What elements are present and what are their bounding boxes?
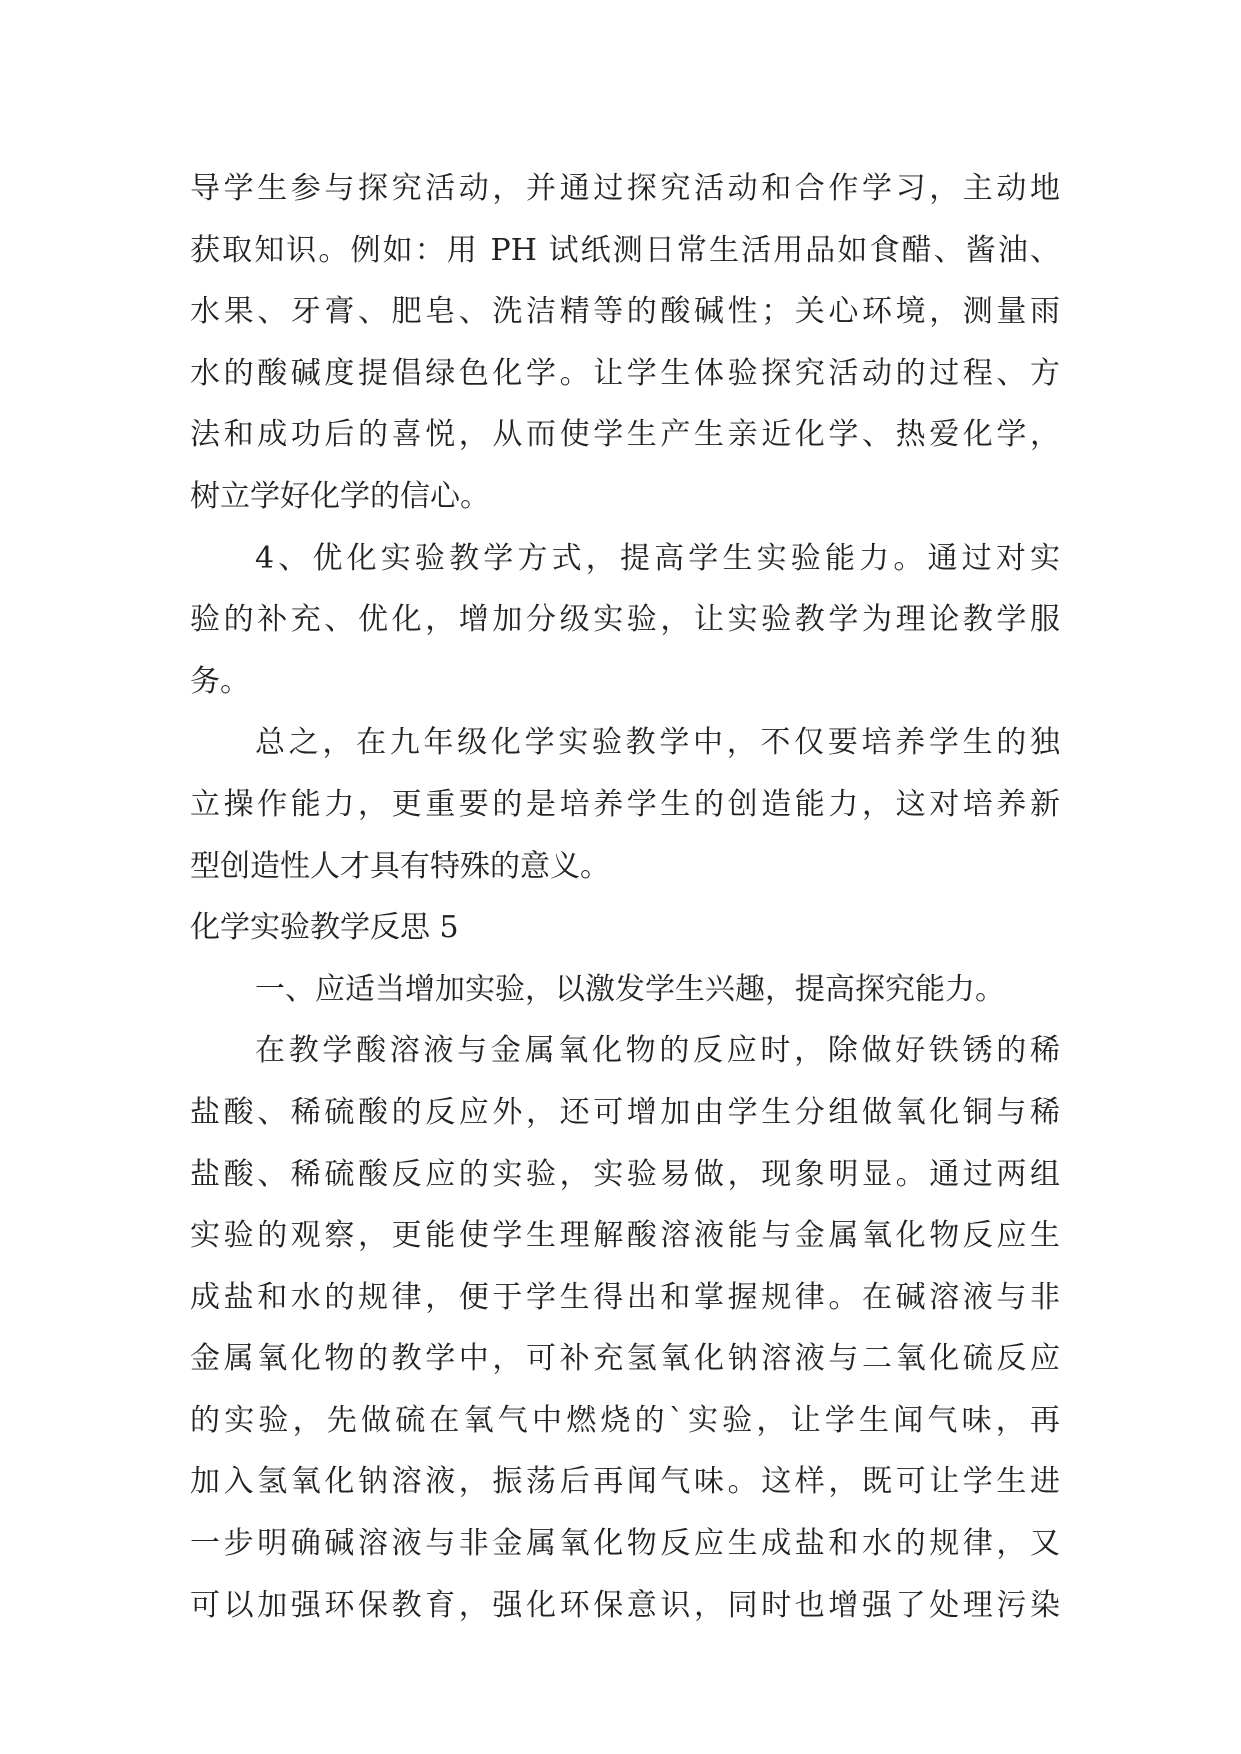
text-line: 务。: [190, 663, 250, 699]
text-line: 型创造性人才具有特殊的意义。: [190, 848, 610, 884]
text-line: 盐酸、稀硫酸反应的实验，实验易做，现象明显。通过两组: [190, 1156, 1060, 1192]
text-line: 成盐和水的规律，便于学生得出和掌握规律。在碱溶液与非: [190, 1279, 1060, 1315]
body-text: [190, 158, 1060, 1636]
paragraph-first-line: 在教学酸溶液与金属氧化物的反应时，除做好铁锈的稀: [255, 1033, 1060, 1069]
text-line: 水果、牙膏、肥皂、洗洁精等的酸碱性；关心环境，测量雨: [190, 294, 1060, 330]
text-line: 验的补充、优化，增加分级实验，让实验教学为理论教学服: [190, 602, 1060, 638]
text-line: 法和成功后的喜悦，从而使学生产生亲近化学、热爱化学，: [190, 417, 1060, 453]
text-line: 导学生参与探究活动，并通过探究活动和合作学习，主动地: [190, 171, 1060, 206]
text-line: 的实验，先做硫在氧气中燃烧的`实验，让学生闻气味，再: [190, 1402, 1060, 1438]
text-line: 树立学好化学的信心。: [190, 478, 490, 514]
text-line: 水的酸碱度提倡绿色化学。让学生体验探究活动的过程、方: [190, 355, 1060, 391]
text-line: 盐酸、稀硫酸的反应外，还可增加由学生分组做氧化铜与稀: [190, 1094, 1060, 1130]
section-heading: 化学实验教学反思 5: [190, 910, 459, 946]
paragraph-first-line: 总之，在九年级化学实验教学中，不仅要培养学生的独: [255, 725, 1060, 761]
text-line: 一步明确碱溶液与非金属氧化物反应生成盐和水的规律，又: [190, 1526, 1060, 1562]
text-line: 实验的观察，更能使学生理解酸溶液能与金属氧化物反应生: [190, 1218, 1060, 1254]
paragraph-first-line: 4、优化实验教学方式，提高学生实验能力。通过对实: [255, 540, 1060, 576]
text-line: 立操作能力，更重要的是培养学生的创造能力，这对培养新: [190, 786, 1060, 822]
text-line: 可以加强环保教育，强化环保意识，同时也增强了处理污染: [190, 1587, 1060, 1623]
text-line: 获取知识。例如：用 PH 试纸测日常生活用品如食醋、酱油、: [190, 232, 1060, 268]
paragraph-first-line: 一、应适当增加实验，以激发学生兴趣，提高探究能力。: [255, 971, 1005, 1007]
text-line: 金属氧化物的教学中，可补充氢氧化钠溶液与二氧化硫反应: [190, 1341, 1060, 1377]
text-line: 加入氢氧化钠溶液，振荡后再闻气味。这样，既可让学生进: [190, 1464, 1060, 1500]
